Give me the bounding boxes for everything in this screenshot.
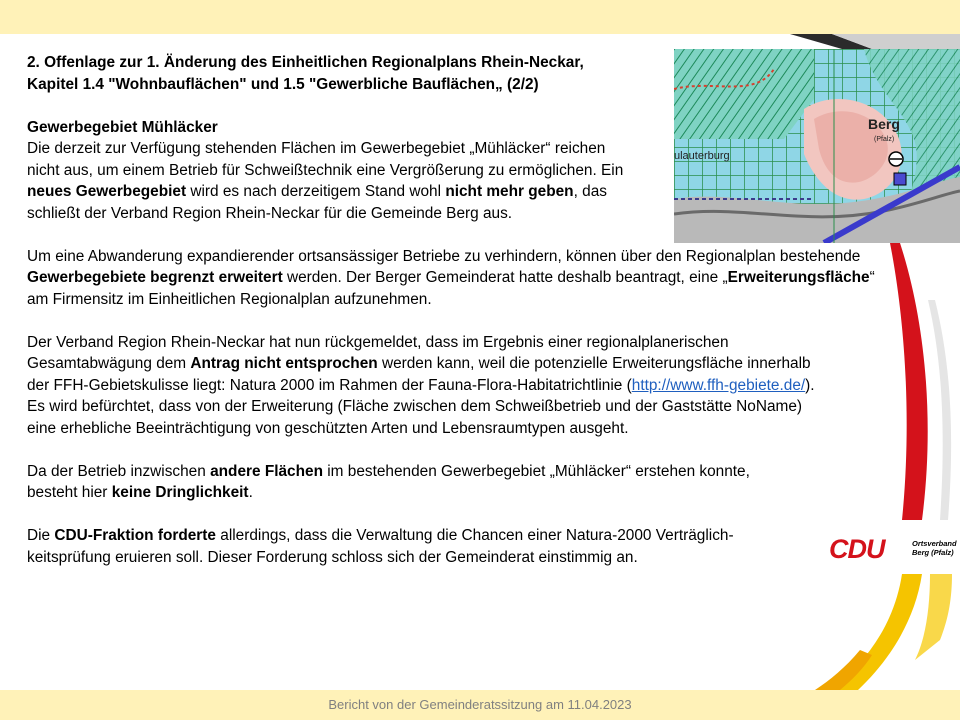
footer-band bbox=[0, 690, 960, 720]
title-line-2: Kapitel 1.4 "Wohnbauflächen" und 1.5 "Gewerbliche Bauflächen„ (2/2) bbox=[27, 75, 539, 93]
p2-text-a: Um eine Abwanderung expandierender ortsansässiger Betriebe zu verhindern, können über den Regionalplan bestehende bbox=[27, 247, 861, 265]
p4-text-c: im bestehenden Gewerbegebiet „Mühläcker“ erstehen konnte, besteht hier bbox=[27, 462, 750, 501]
p1-text-e: , das schließt der Verband Region Rhein-Neckar für die Gemeinde Berg aus. bbox=[27, 183, 607, 222]
slide-body bbox=[27, 52, 897, 568]
cdu-logo-graphic bbox=[826, 520, 960, 574]
red-swoosh-right bbox=[928, 300, 951, 520]
paragraph-4 bbox=[27, 461, 787, 504]
p5-text-c: allerdings, dass die Verwaltung die Chancen einer Natura-2000 Verträglich-keitsprüfung eruieren soll. Dieser Forderung schloss sich der Gemeinderat einstimmig an. bbox=[27, 527, 734, 566]
p4-text-e: . bbox=[248, 484, 253, 501]
p4-text-a: Da der Betrieb inzwischen bbox=[27, 462, 211, 480]
p2-bold-b: Gewerbegebiete begrenzt erweitert bbox=[27, 269, 283, 286]
p4-bold-b: andere Flächen bbox=[210, 462, 323, 480]
title-line-1: 2. Offenlage zur 1. Änderung des Einheitlichen Regionalplans Rhein-Neckar, bbox=[27, 54, 584, 71]
p1-bold-d: nicht mehr geben bbox=[445, 183, 574, 200]
logo-line-1: Ortsverband bbox=[912, 539, 957, 548]
p5-bold-b: CDU-Fraktion forderte bbox=[54, 527, 216, 544]
map-label-left: ulauterburg bbox=[674, 150, 730, 162]
paragraph-3 bbox=[27, 332, 827, 440]
p1-text-c: wird es nach derzeitigem Stand wohl bbox=[186, 183, 446, 200]
section-heading bbox=[27, 117, 627, 139]
logo-brand: CDU bbox=[829, 534, 885, 564]
p3-text-a: Der Verband Region Rhein-Neckar hat nun rückgemeldet, dass im Ergebnis einer regionalplanerischen Gesamtabwägung dem bbox=[27, 333, 729, 372]
ffh-link[interactable]: http://www.ffh-gebiete.de/ bbox=[631, 376, 806, 394]
map-label-town-sub: (Pfalz) bbox=[874, 136, 895, 143]
p1-bold-b: neues Gewerbegebiet bbox=[27, 183, 187, 200]
slide-title bbox=[27, 52, 897, 95]
p2-text-c: werden. Der Berger Gemeinderat hatte deshalb beantragt, eine „ bbox=[282, 269, 728, 286]
p2-bold-d: Erweiterungsfläche bbox=[727, 269, 870, 286]
logo-line-2: Berg (Pfalz) bbox=[912, 548, 954, 557]
paragraph-5 bbox=[27, 525, 817, 568]
p3-bold-b: Antrag nicht entsprochen bbox=[190, 355, 378, 372]
cdu-logo bbox=[826, 520, 960, 574]
yellow-swoosh-lower bbox=[915, 574, 952, 660]
section-heading-text: Gewerbegebiet Mühläcker bbox=[27, 118, 218, 136]
p5-text-a: Die bbox=[27, 527, 55, 544]
p4-bold-d: keine Dringlichkeit bbox=[111, 484, 249, 501]
p3-text-d: ). Es wird befürchtet, dass von der Erweiterung (Fläche zwischen dem Schweißbetrieb und der Gaststätte NoName) eine erhebliche Beeinträchtigung von geschützten Arten und Lebensraumtypen ausgeht. bbox=[27, 376, 815, 437]
p1-text-a: Die derzeit zur Verfügung stehenden Flächen im Gewerbegebiet „Mühläcker“ reichen nicht aus, um einem Betrieb für Schweißtechnik eine Vergrößerung zu ermöglichen. Ein bbox=[27, 140, 624, 179]
p3-text-c: werden kann, weil die potenzielle Erweiterungsfläche innerhalb der FFH-Gebietskulisse liegt: Natura 2000 im Rahmen der Fauna-Flora-Habitatrichtlinie ( bbox=[27, 355, 811, 394]
paragraph-1 bbox=[27, 138, 627, 224]
p2-text-e: “ am Firmensitz im Einheitlichen Regionalplan aufzunehmen. bbox=[27, 269, 875, 308]
map-label-town: Berg bbox=[868, 116, 900, 132]
footer-text: Bericht von der Gemeinderatssitzung am 11.04.2023 bbox=[328, 697, 632, 712]
paragraph-2 bbox=[27, 246, 897, 311]
